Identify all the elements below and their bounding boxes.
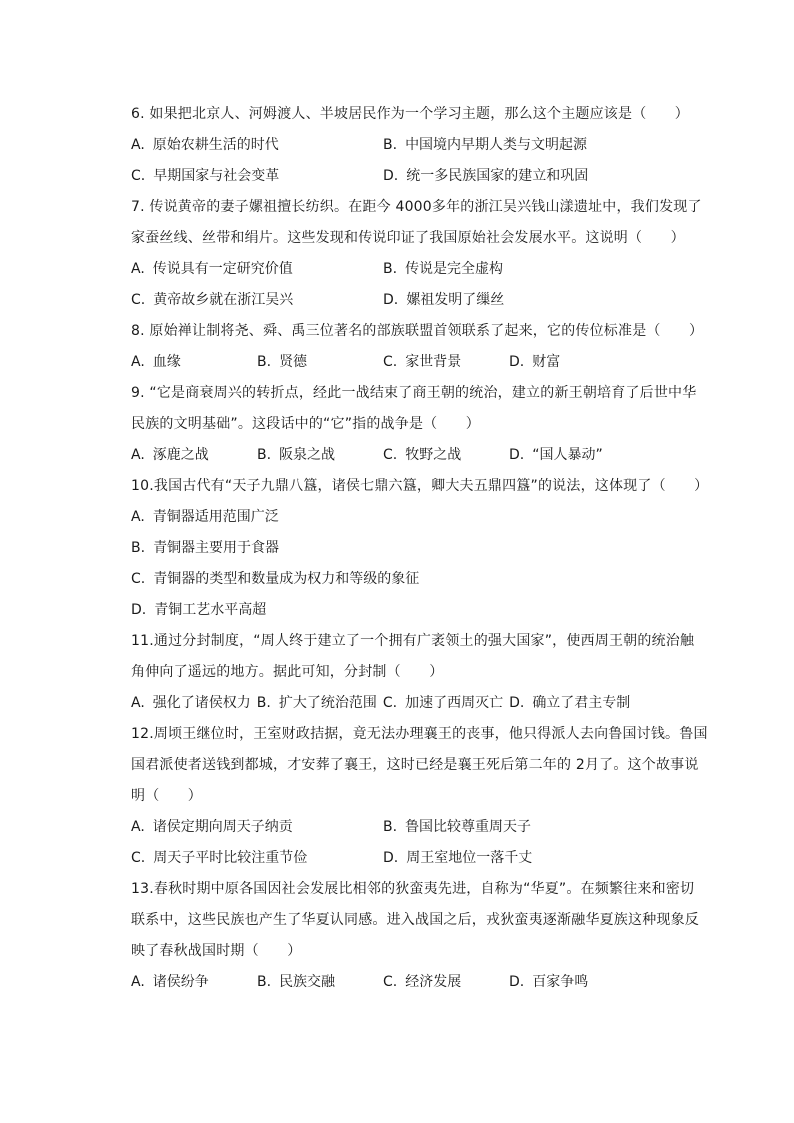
question-8 — [131, 316, 704, 378]
option-label: D. — [383, 850, 399, 866]
option-label: A. — [131, 137, 145, 153]
option-label: D. — [509, 354, 525, 370]
answer-option[interactable] — [509, 688, 630, 719]
option-label: B. — [257, 974, 272, 990]
answer-option[interactable] — [131, 812, 383, 843]
option-label: A. — [131, 447, 145, 463]
option-text: “国人暴动” — [532, 447, 603, 463]
options-row — [131, 254, 696, 285]
question-stem-line: 13.春秋时期中原各国因社会发展比相邻的狄蛮夷先进，自称为“华夏”。在频繁往来和密切 — [131, 881, 695, 897]
option-text: 确立了君主专制 — [532, 695, 631, 711]
option-text: 阪泉之战 — [279, 447, 336, 463]
question-stem-line: 国君派使者送钱到都城，才安葬了襄王，这时已经是襄王死后第二年的 2月了。这个故事说 — [131, 757, 699, 773]
option-text: 牧野之战 — [405, 447, 462, 463]
answer-option[interactable] — [257, 347, 383, 378]
option-label: B. — [131, 540, 146, 556]
option-label: D. — [509, 695, 525, 711]
option-text: 加速了西周灭亡 — [405, 695, 504, 711]
answer-option[interactable] — [131, 285, 383, 316]
options-row — [131, 812, 696, 843]
option-text: 民族交融 — [279, 974, 336, 990]
option-text: 青铜器主要用于食器 — [153, 540, 280, 556]
option-text: 嫘祖发明了缫丝 — [406, 292, 505, 308]
answer-option[interactable] — [257, 440, 383, 471]
option-label: A. — [131, 261, 145, 277]
option-text: 贤德 — [279, 354, 308, 370]
option-text: 青铜工艺水平高超 — [154, 602, 267, 618]
option-label: B. — [256, 695, 271, 711]
answer-option[interactable] — [131, 688, 251, 719]
option-label: D. — [131, 602, 147, 618]
options-row — [131, 564, 696, 595]
option-text: 传说具有一定研究价值 — [152, 261, 293, 277]
option-text: 百家争鸣 — [532, 974, 589, 990]
option-label: C. — [383, 974, 398, 990]
question-9 — [131, 378, 696, 471]
option-text: 诸侯定期向周天子纳贡 — [152, 819, 293, 835]
options-row — [131, 130, 696, 161]
question-stem-line: 10.我国古代有“天子九鼎八簋，诸侯七鼎六簋，卿大夫五鼎四簋”的说法，这体现了（ ） — [131, 478, 709, 494]
option-label: B. — [257, 354, 272, 370]
option-label: A. — [131, 509, 145, 525]
answer-option[interactable] — [131, 347, 257, 378]
option-text: 早期国家与社会变革 — [153, 168, 280, 184]
option-text: 周王室地位一落千丈 — [406, 850, 533, 866]
answer-option[interactable] — [383, 967, 509, 998]
answer-option[interactable] — [383, 440, 509, 471]
question-stem-line: 映了春秋战国时期（ ） — [131, 943, 302, 959]
options-row — [131, 595, 696, 626]
answer-option[interactable] — [509, 440, 635, 471]
question-stem-line: 家蚕丝线、丝带和绢片。这些发现和传说印证了我国原始社会发展水平。这说明（ ） — [131, 230, 685, 246]
options-row — [131, 688, 696, 719]
option-text: 中国境内早期人类与文明起源 — [405, 137, 588, 153]
question-stem-line: 6. 如果把北京人、河姆渡人、半坡居民作为一个学习主题，那么这个主题应该是（ ） — [131, 106, 690, 122]
answer-option[interactable] — [131, 440, 257, 471]
answer-option[interactable] — [131, 843, 383, 874]
option-text: 黄帝故乡就在浙江吴兴 — [153, 292, 294, 308]
question-11 — [131, 626, 696, 719]
options-row — [131, 967, 696, 998]
option-label: B. — [383, 261, 398, 277]
option-text: 原始农耕生活的时代 — [152, 137, 279, 153]
options-row — [131, 285, 696, 316]
answer-option[interactable] — [257, 688, 377, 719]
option-text: 家世背景 — [405, 354, 462, 370]
answer-option[interactable] — [131, 564, 419, 595]
option-label: A. — [131, 695, 145, 711]
options-row — [131, 533, 696, 564]
question-stem-line: 明（ ） — [131, 788, 202, 804]
option-label: B. — [383, 137, 398, 153]
answer-option[interactable] — [257, 967, 383, 998]
answer-option[interactable] — [131, 967, 257, 998]
option-text: 扩大了统治范围 — [278, 695, 377, 711]
question-list — [131, 99, 709, 998]
question-stem-line: 12.周顷王继位时，王室财政拮据，竟无法办理襄王的丧事，他只得派人去向鲁国讨钱。鲁国 — [131, 726, 708, 742]
option-label: C. — [131, 571, 146, 587]
answer-option[interactable] — [383, 843, 635, 874]
option-label: C. — [383, 447, 398, 463]
option-text: 财富 — [532, 354, 561, 370]
option-text: 青铜器的类型和数量成为权力和等级的象征 — [153, 571, 420, 587]
answer-option[interactable] — [509, 347, 635, 378]
question-6 — [131, 99, 696, 192]
option-text: 鲁国比较尊重周天子 — [405, 819, 532, 835]
option-label: A. — [131, 974, 145, 990]
answer-option[interactable] — [383, 254, 635, 285]
question-10 — [131, 471, 709, 626]
question-stem-line: 9. “它是商衰周兴的转折点，经此一战结束了商王朝的统治，建立的新王朝培育了后世中华 — [131, 385, 697, 401]
question-13 — [131, 874, 699, 998]
answer-option[interactable] — [131, 254, 383, 285]
answer-option[interactable] — [383, 347, 509, 378]
question-stem-line: 7. 传说黄帝的妻子嫘祖擅长纺织。在距今 4000多年的浙江吴兴钱山漾遗址中，我们发现了 — [131, 199, 702, 215]
answer-option[interactable] — [383, 688, 503, 719]
option-label: D. — [509, 447, 525, 463]
option-label: B. — [383, 819, 398, 835]
answer-option[interactable] — [383, 285, 635, 316]
question-stem-line: 民族的文明基础”。这段话中的“它”指的战争是（ ） — [131, 416, 480, 432]
option-label: C. — [131, 292, 146, 308]
option-text: 涿鹿之战 — [152, 447, 209, 463]
question-stem-line: 联系中，这些民族也产生了华夏认同感。进入战国之后，戎狄蛮夷逐渐融华夏族这种现象反 — [131, 912, 699, 928]
options-row — [131, 440, 696, 471]
answer-option[interactable] — [131, 502, 279, 533]
question-12 — [131, 719, 708, 874]
question-7 — [131, 192, 702, 316]
answer-option[interactable] — [383, 161, 635, 192]
option-label: A. — [131, 354, 145, 370]
option-label: C. — [131, 168, 146, 184]
answer-option[interactable] — [131, 130, 383, 161]
option-text: 经济发展 — [405, 974, 462, 990]
answer-option[interactable] — [383, 130, 635, 161]
option-text: 血缘 — [152, 354, 181, 370]
option-label: A. — [131, 819, 145, 835]
option-label: C. — [382, 695, 398, 711]
option-label: B. — [257, 447, 272, 463]
answer-option[interactable] — [131, 595, 266, 626]
option-label: C. — [383, 354, 398, 370]
options-row — [131, 502, 696, 533]
option-text: 周天子平时比较注重节俭 — [153, 850, 308, 866]
options-row — [131, 161, 696, 192]
options-row — [131, 347, 696, 378]
answer-option[interactable] — [131, 533, 279, 564]
answer-option[interactable] — [383, 812, 635, 843]
answer-option[interactable] — [509, 967, 635, 998]
options-row — [131, 843, 696, 874]
option-text: 强化了诸侯权力 — [152, 695, 251, 711]
option-label: C. — [131, 850, 146, 866]
answer-option[interactable] — [131, 161, 383, 192]
option-text: 青铜器适用范围广泛 — [152, 509, 279, 525]
option-text: 诸侯纷争 — [152, 974, 209, 990]
question-stem-line: 角伸向了遥远的地方。据此可知，分封制（ ） — [131, 664, 444, 680]
option-label: D. — [383, 168, 399, 184]
option-label: D. — [509, 974, 525, 990]
option-text: 统一多民族国家的建立和巩固 — [406, 168, 589, 184]
option-text: 传说是完全虚构 — [405, 261, 504, 277]
option-label: D. — [383, 292, 399, 308]
question-stem-line: 8. 原始禅让制将尧、舜、禹三位著名的部族联盟首领联系了起来，它的传位标准是（ ） — [131, 323, 704, 339]
question-stem-line: 11.通过分封制度，“周人终于建立了一个拥有广袤领土的强大国家”，使西周王朝的统治触 — [131, 633, 695, 649]
